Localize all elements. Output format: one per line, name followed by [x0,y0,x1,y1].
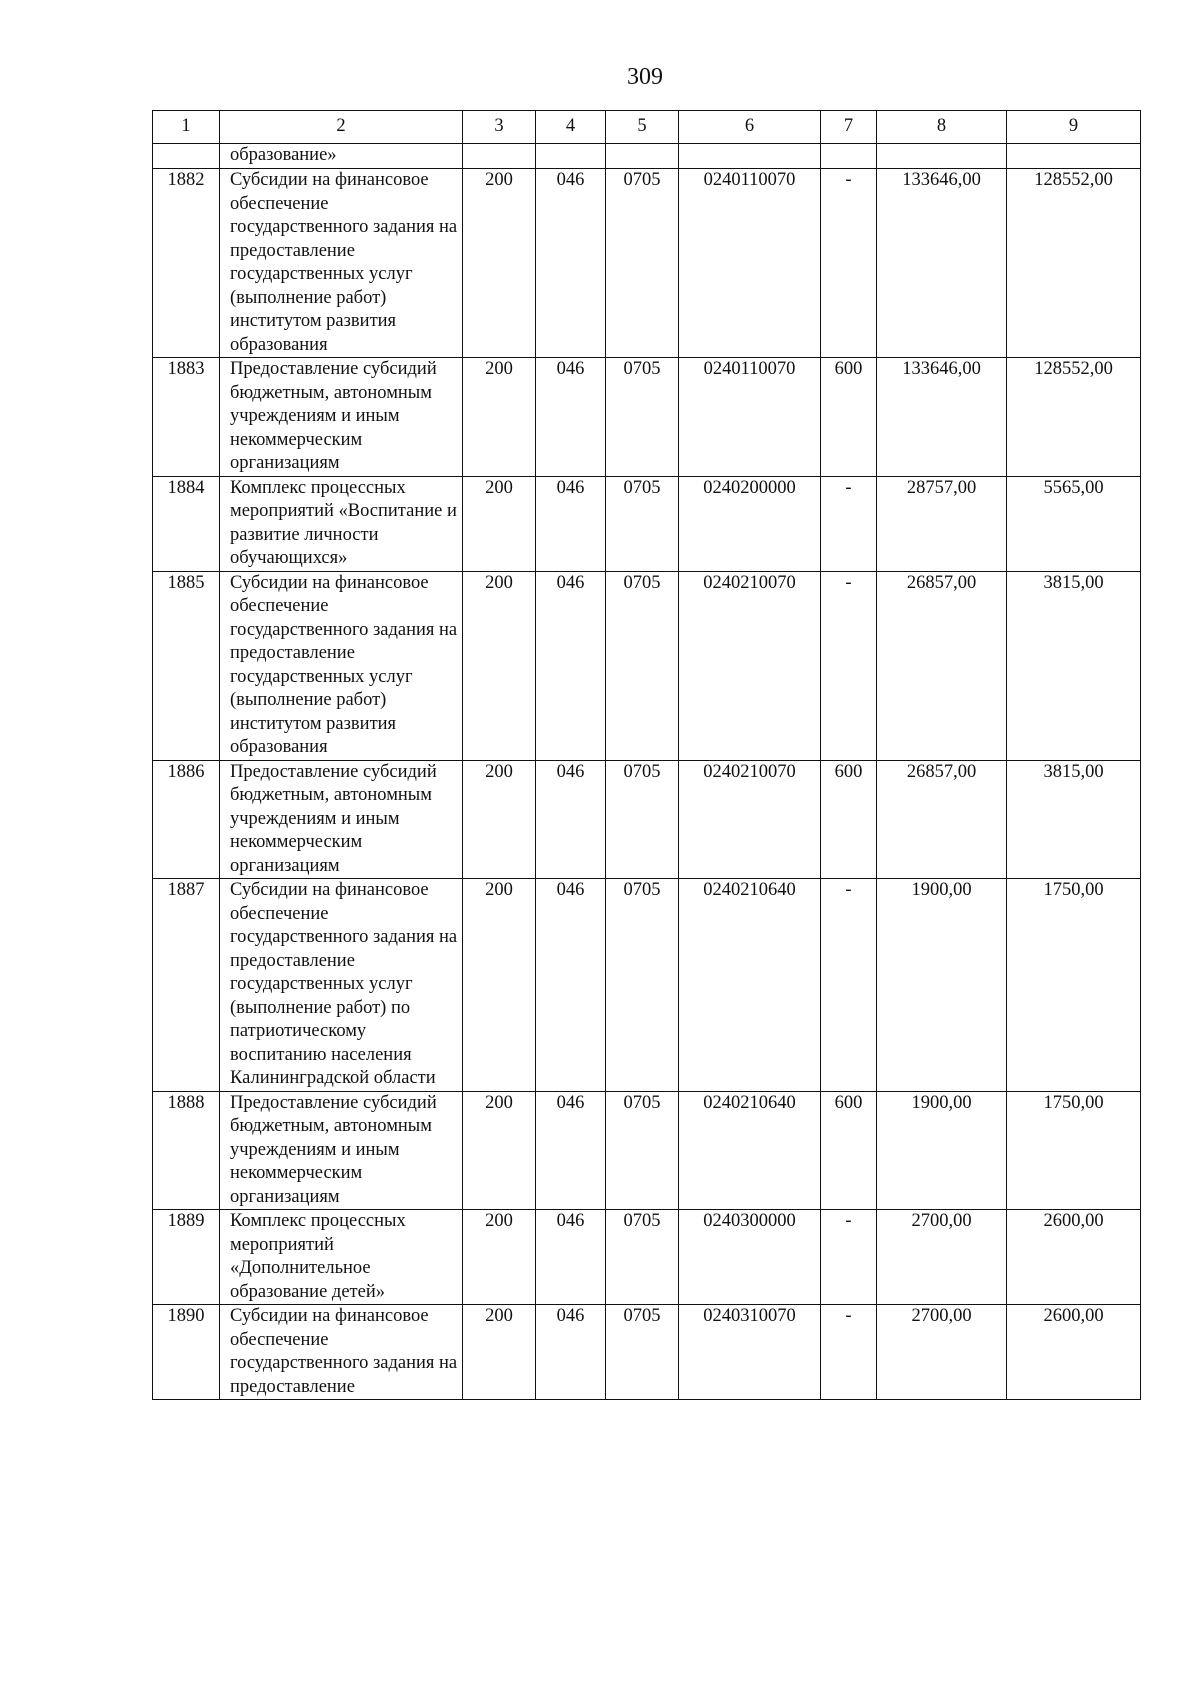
col9-value: 1750,00 [1007,1091,1141,1210]
column-header: 9 [1007,111,1141,144]
col5-value: 0705 [606,879,679,1092]
column-header: 7 [821,111,877,144]
col8-value: 1900,00 [877,879,1007,1092]
row-name: Предоставление субсидий бюджетным, автономным учреждениям и иным некоммерческим организациям [220,760,463,879]
budget-table [152,110,1141,1400]
table-row [153,879,1141,1092]
col5-value: 0705 [606,760,679,879]
col7-value: - [821,476,877,571]
col9-value: 2600,00 [1007,1305,1141,1400]
col9-value: 5565,00 [1007,476,1141,571]
col9-value: 1750,00 [1007,879,1141,1092]
row-name: Комплекс процессных мероприятий «Воспитание и развитие личности обучающихся» [220,476,463,571]
col5-value: 0705 [606,1091,679,1210]
col8-value: 28757,00 [877,476,1007,571]
table-row [153,571,1141,760]
column-header: 4 [536,111,606,144]
row-number: 1884 [153,476,220,571]
col8-value: 133646,00 [877,169,1007,358]
col4-value: 046 [536,1091,606,1210]
col7-value: - [821,169,877,358]
column-header: 8 [877,111,1007,144]
col8-value: 133646,00 [877,358,1007,477]
col8-value: 1900,00 [877,1091,1007,1210]
col8-value: 26857,00 [877,760,1007,879]
column-header: 6 [679,111,821,144]
col7-value: - [821,571,877,760]
row-name: Субсидии на финансовое обеспечение государственного задания на предоставление государственных услуг (выполнение работ) институтом развития образования [220,169,463,358]
row-name: Предоставление субсидий бюджетным, автономным учреждениям и иным некоммерческим организациям [220,358,463,477]
col3-value: 200 [463,1210,536,1305]
column-header: 3 [463,111,536,144]
col5-value: 0705 [606,1210,679,1305]
col3-value: 200 [463,1305,536,1400]
col4-value: 046 [536,169,606,358]
col5-value: 0705 [606,1305,679,1400]
col3-value: 200 [463,358,536,477]
table-row [153,476,1141,571]
col6-value: 0240210070 [679,571,821,760]
row-number: 1888 [153,1091,220,1210]
col7-value: 600 [821,358,877,477]
row-name: Субсидии на финансовое обеспечение государственного задания на предоставление государственных услуг (выполнение работ) институтом развития образования [220,571,463,760]
col4-value: 046 [536,1210,606,1305]
row-number: 1883 [153,358,220,477]
column-header: 5 [606,111,679,144]
col3-value: 200 [463,1091,536,1210]
col7-value: 600 [821,760,877,879]
column-header: 2 [220,111,463,144]
col9-value: 128552,00 [1007,169,1141,358]
col5-value: 0705 [606,476,679,571]
col7-value: 600 [821,1091,877,1210]
col6-value: 0240300000 [679,1210,821,1305]
col5-value: 0705 [606,169,679,358]
col6-value: 0240210640 [679,879,821,1092]
col6-value: 0240310070 [679,1305,821,1400]
col5-value: 0705 [606,358,679,477]
col3-value: 200 [463,879,536,1092]
col4-value: 046 [536,760,606,879]
col4-value: 046 [536,879,606,1092]
col8-value: 2700,00 [877,1210,1007,1305]
table-row [153,1210,1141,1305]
col6-value: 0240210070 [679,760,821,879]
col3-value: 200 [463,476,536,571]
col4-value: 046 [536,476,606,571]
col4-value: 046 [536,1305,606,1400]
table-row [153,1305,1141,1400]
header-row [153,111,1141,144]
col3-value: 200 [463,760,536,879]
column-header: 1 [153,111,220,144]
col3-value: 200 [463,169,536,358]
table-row [153,760,1141,879]
col5-value: 0705 [606,571,679,760]
continuation-row [153,144,1141,169]
col4-value: 046 [536,358,606,477]
col8-value: 2700,00 [877,1305,1007,1400]
row-number: 1887 [153,879,220,1092]
col9-value: 3815,00 [1007,760,1141,879]
row-name: Предоставление субсидий бюджетным, автономным учреждениям и иным некоммерческим организациям [220,1091,463,1210]
row-number: 1882 [153,169,220,358]
row-number: 1889 [153,1210,220,1305]
table-row [153,358,1141,477]
row-number: 1885 [153,571,220,760]
table-row [153,169,1141,358]
col3-value: 200 [463,571,536,760]
col8-value: 26857,00 [877,571,1007,760]
page-number: 309 [627,64,663,90]
row-number: 1890 [153,1305,220,1400]
col6-value: 0240210640 [679,1091,821,1210]
col6-value: 0240200000 [679,476,821,571]
row-name: Субсидии на финансовое обеспечение государственного задания на предоставление государственных услуг (выполнение работ) по патриотическому воспитанию населения Калининградской области [220,879,463,1092]
col9-value: 3815,00 [1007,571,1141,760]
row-number: 1886 [153,760,220,879]
table-row [153,1091,1141,1210]
row-name: Субсидии на финансовое обеспечение государственного задания на предоставление [220,1305,463,1400]
col7-value: - [821,1210,877,1305]
col6-value: 0240110070 [679,169,821,358]
continuation-text: образование» [220,144,463,169]
col6-value: 0240110070 [679,358,821,477]
col7-value: - [821,879,877,1092]
col4-value: 046 [536,571,606,760]
col7-value: - [821,1305,877,1400]
row-name: Комплекс процессных мероприятий «Дополнительное образование детей» [220,1210,463,1305]
col9-value: 128552,00 [1007,358,1141,477]
col9-value: 2600,00 [1007,1210,1141,1305]
